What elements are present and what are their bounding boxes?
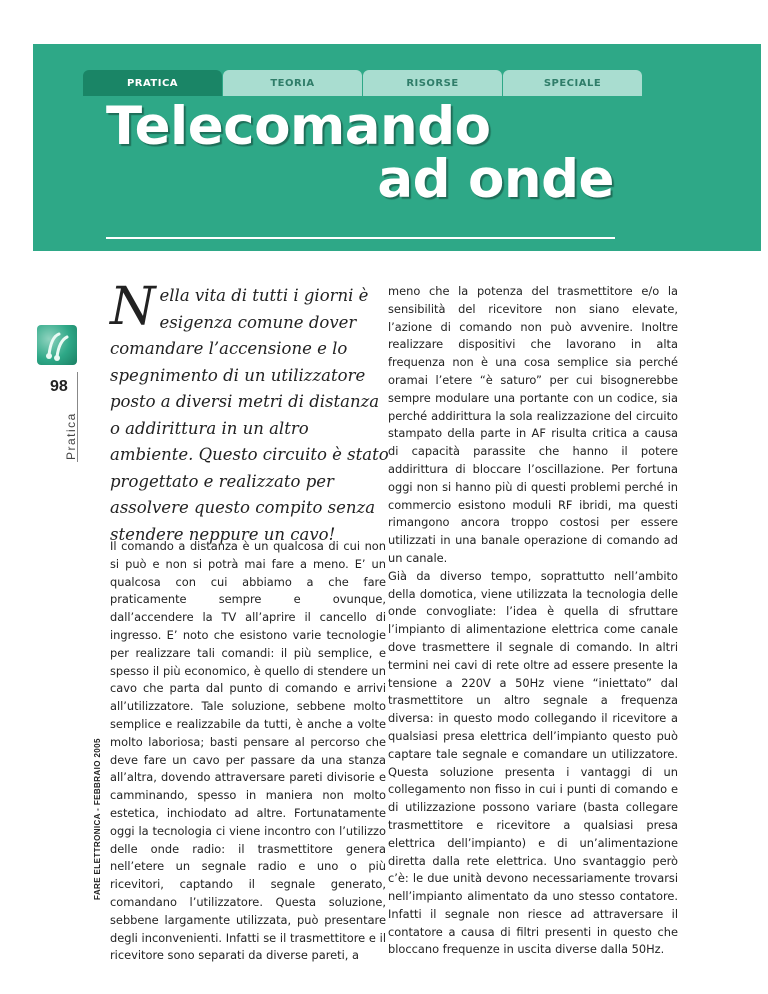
article-title [106,96,616,210]
intro-paragraph [110,277,390,548]
body-paragraph: meno che la potenza del trasmettitore e/o la sensibilità del ricevitore non siano elevate, l’azione di comando non può avvenire. Inoltre realizzare dispositivi che lavorano in alta frequenza non è una cosa semplice sia perché oramai l’etere “è saturo” per cui bisognerebbe sempre modulare una portante con un codice, sia perché addirittura la sola realizzazione del circuito stampato della parte in AF risulta critica a causa di capacità parassite che hanno il potere addirittura di bloccare l’oscillazione. Per fortuna oggi non si hanno più di questi problemi perché in commercio esistono moduli RF ibridi, ma questi rimangono ancora troppo costosi per essere utilizzati in una banale operazione di comando ad un canale. [388,284,678,565]
body-column-1 [110,538,386,965]
section-logo-icon [37,325,77,365]
tab-risorse[interactable]: RISORSE [363,70,502,96]
body-paragraph: Il comando a distanza è un qualcosa di cui non si può e non si potrà mai fare a meno. E’ un qualcosa con cui abbiamo a che fare praticamente sempre e ovunque, dall’accendere la TV all’aprire il cancello di ingresso. E’ noto che esistono varie tecnologie per realizzare tali comandi: il più semplice, e spesso il più economico, è quello di stendere un cavo che parta dal punto di comando e arrivi all’utilizzatore. Tale soluzione, sebbene molto semplice e realizzabile da tutti, è anche a volte molto laboriosa; basti pensare al percorso che deve fare un cavo per passare da una stanza all’altra, dovendo attraversare pareti divisorie e camminando, spesso in maniera non molto estetica, inchiodato ad altre. Fortunatamente oggi la tecnologia ci viene incontro con l’utilizzo delle onde radio: il trasmettitore genera nell’etere un segnale radio e uno o più ricevitori, captando il segnale generato, comandano l’utilizzatore. Questa soluzione, sebbene largamente utilizzata, può presentare degli inconvenienti. Infatti se il trasmettitore e il ricevitore sono separati da diverse pareti, a [110,539,386,963]
magazine-footer: FARE ELETTRONICA - FEBBRAIO 2005 [93,738,102,900]
tab-speciale[interactable]: SPECIALE [503,70,642,96]
body-paragraph: Già da diverso tempo, soprattutto nell’ambito della domotica, viene utilizzata la tecnologia delle onde convogliate: l’idea è quella di sfruttare l’impianto di alimentazione elettrica come canale dove trasmettere il segnale di comando. In altri termini nei cavi di rete oltre ad essere presente la tensione a 220V a 50Hz viene “iniettato” dal trasmettitore un altro segnale a frequenza diversa: in questo modo collegando il ricevitore a qualsiasi presa elettrica dell’impianto questo può captare tale segnale e comandare un utilizzatore. Questa soluzione presenta i vantaggi di un collegamento non fisso in cui i punti di comando e di utilizzazione possono variare (basta collegare trasmettitore e ricevitore a qualsiasi presa elettrica dell’impianto) e di un’alimentazione diretta dalla rete elettrica. Uno svantaggio però c’è: le due unità devono necessariamente trovarsi nell’impianto alimentato da uno stesso contatore. Infatti il segnale non riesce ad attraversare il contatore a causa di filtri presenti in questo che bloccano frequenze in uscita diverse dalla 50Hz. [388,568,678,957]
section-tabs [83,70,643,96]
title-line-1: Telecomando [106,96,491,157]
tab-teoria[interactable]: TEORIA [223,70,362,96]
drop-cap: N [110,277,156,337]
section-label: Pratica [64,412,78,460]
intro-text: ella vita di tutti i giorni è esigenza comune dover comandare l’accensione e lo spegnimento di un utilizzatore posto a diversi metri di distanza o addirittura in un altro ambiente. Questo circuito è stato progettato e realizzato per assolvere questo compito senza stendere neppure un cavo! [110,286,389,544]
body-column-2 [388,283,678,959]
title-underline [106,237,615,239]
tab-pratica[interactable]: PRATICA [83,70,222,96]
title-line-2: ad onde [377,149,614,210]
page-number: 98 [50,378,68,395]
